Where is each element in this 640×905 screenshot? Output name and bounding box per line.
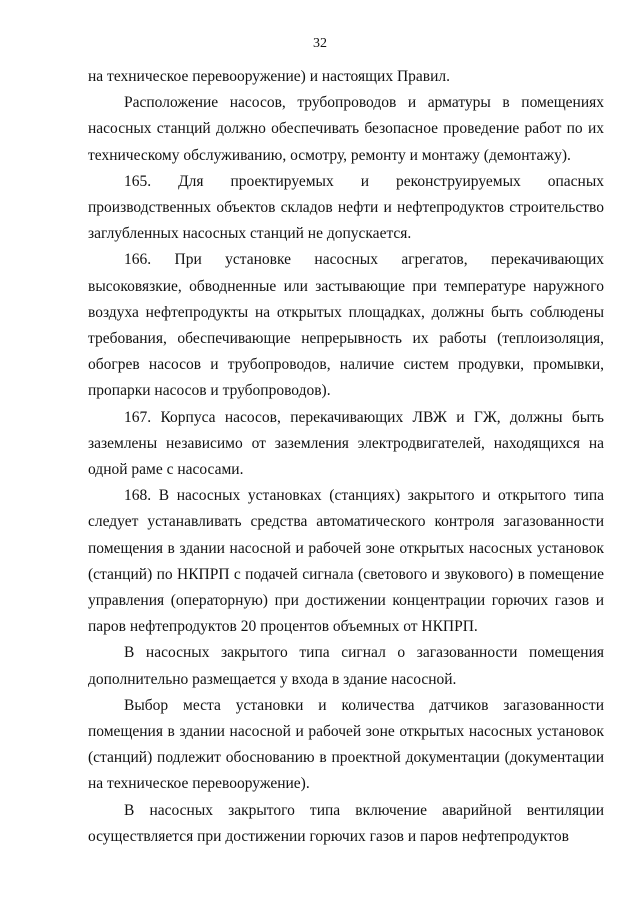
paragraph-168: 168. В насосных установках (станциях) закрытого и открытого типа следует устанавливать средства автоматического контроля загазованности помещения в здании насосной и рабочей зоне открытых насосных установок (станций) по НКПРП с подачей сигнала (светового и звукового) в помещение управления (операторную) при достижении концентрации горючих газов и паров нефтепродуктов 20 процентов объемных от НКПРП. [88,487,604,636]
paragraph-166: 166. При установке насосных агрегатов, перекачивающих высоковязкие, обводненные или застывающие при температуре наружного воздуха нефтепродукты на открытых площадках, должны быть соблюдены требования, обеспечивающие непрерывность их работы (теплоизоляция, обогрев насосов и трубопроводов, наличие систем продувки, промывки, пропарки насосов и трубопроводов). [88,251,604,400]
paragraph-pump-placement: Расположение насосов, трубопроводов и арматуры в помещениях насосных станций должно обеспечивать безопасное проведение работ по их техническому обслуживанию, осмотру, ремонту и монтажу (демонтажу). [88,94,604,164]
paragraph-sensors: Выбор места установки и количества датчиков загазованности помещения в здании насосной и рабочей зоне открытых насосных установок (станций) подлежит обоснованию в проектной документации (документации на техническое перевооружение). [88,696,604,793]
paragraph-ventilation: В насосных закрытого типа включение аварийной вентиляции осуществляется при достижении горючих газов и паров нефтепродуктов [88,801,604,845]
document-body [88,64,604,850]
paragraph-167: 167. Корпуса насосов, перекачивающих ЛВЖ и ГЖ, должны быть заземлены независимо от заземления электродвигателей, находящихся на одной раме с насосами. [88,408,604,479]
paragraph-signal: В насосных закрытого типа сигнал о загазованности помещения дополнительно размещается у входа в здание насосной. [88,644,604,688]
paragraph-continuation: на техническое перевооружение) и настоящих Правил. [88,68,450,85]
page-number: 32 [313,36,327,51]
paragraph-165: 165. Для проектируемых и реконструируемых опасных производственных объектов складов нефти и нефтепродуктов строительство заглубленных насосных станций не допускается. [88,172,604,243]
